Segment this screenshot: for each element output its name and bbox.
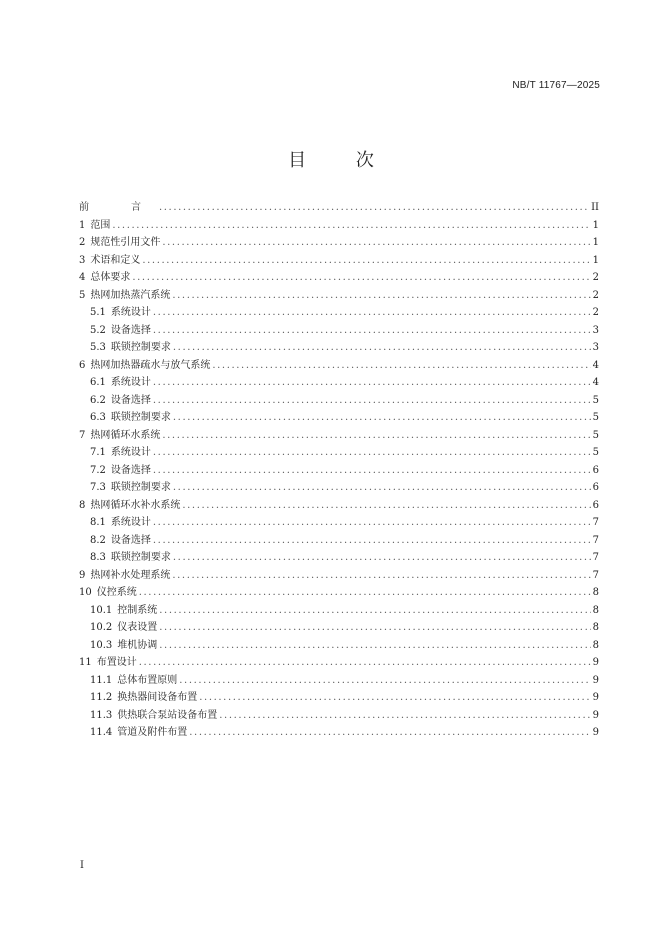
toc-entry-title: 系统设计 [110, 377, 151, 388]
table-of-contents [79, 199, 599, 742]
toc-entry[interactable] [79, 689, 599, 707]
toc-entry-title: 总体要求 [90, 272, 131, 283]
toc-entry[interactable] [79, 479, 599, 497]
toc-leader-dots [189, 724, 590, 742]
toc-entry-label [79, 357, 210, 375]
toc-entry-label [90, 514, 151, 532]
toc-leader-dots [153, 532, 591, 550]
toc-entry-number: 10.1 [90, 604, 113, 616]
toc-entry-page: 2 [592, 307, 599, 318]
toc-entry[interactable] [79, 497, 599, 515]
toc-entry-page: 5 [592, 394, 599, 406]
toc-entry-label [90, 444, 151, 462]
toc-entry[interactable] [79, 549, 599, 567]
toc-entry[interactable] [79, 199, 599, 217]
toc-entry-number: 6.1 [90, 377, 106, 388]
toc-entry-number: 8.2 [90, 534, 106, 546]
document-code: NB/T 11767—2025 [512, 80, 600, 91]
toc-entry-page: 7 [592, 569, 599, 581]
toc-leader-dots [173, 549, 591, 567]
toc-leader-dots [139, 584, 591, 602]
toc-entry-number: 6.3 [90, 412, 106, 423]
toc-entry-title: 堆机协调 [117, 639, 158, 651]
toc-entry-page: 8 [592, 622, 599, 633]
toc-entry-page: 1 [592, 219, 599, 231]
toc-entry-number: 4 [79, 272, 86, 283]
toc-entry-number: 7.2 [90, 464, 106, 476]
toc-entry-label [90, 322, 151, 340]
toc-entry-number: 5.3 [90, 342, 106, 353]
toc-entry-title: 控制系统 [117, 604, 158, 616]
toc-entry-title: 热网补水处理系统 [90, 569, 171, 581]
toc-entry-title: 系统设计 [110, 447, 151, 458]
toc-entry-number: 5.2 [90, 324, 106, 336]
toc-leader-dots [153, 322, 591, 340]
toc-entry-number: 11.4 [90, 727, 113, 738]
toc-leader-dots [153, 392, 591, 410]
toc-leader-dots [112, 217, 590, 235]
toc-entry-page: 9 [592, 692, 599, 703]
toc-entry-page: 6 [592, 464, 599, 476]
toc-leader-dots [153, 462, 591, 480]
toc-entry-title: 联锁控制要求 [110, 482, 171, 493]
toc-entry-number: 10 [79, 587, 92, 598]
toc-entry-number: 10.3 [90, 639, 113, 651]
toc-entry-page: 8 [592, 639, 599, 651]
toc-entry-page: 5 [592, 447, 599, 458]
toc-entry[interactable] [79, 532, 599, 550]
toc-entry-title: 设备选择 [110, 464, 151, 476]
toc-entry-number: 5.1 [90, 307, 106, 318]
toc-entry-page: 7 [592, 552, 599, 563]
toc-leader-dots [173, 479, 591, 497]
toc-entry-number: 2 [79, 237, 86, 248]
toc-entry-label [90, 549, 171, 567]
toc-entry[interactable] [79, 392, 599, 410]
toc-entry-page: 3 [592, 342, 599, 353]
toc-entry-title: 规范性引用文件 [90, 237, 161, 248]
toc-entry[interactable] [79, 427, 599, 445]
toc-entry-title: 联锁控制要求 [110, 342, 171, 353]
toc-entry-page: 9 [592, 709, 599, 721]
toc-leader-dots [199, 689, 590, 707]
toc-leader-dots [162, 234, 590, 252]
toc-entry-title: 换热器间设备布置 [117, 692, 198, 703]
toc-entry-title: 联锁控制要求 [110, 412, 171, 423]
toc-entry-title: 术语和定义 [90, 254, 141, 266]
toc-entry-page: 1 [592, 254, 599, 266]
toc-entry[interactable] [79, 374, 599, 392]
toc-entry-number: 5 [79, 289, 86, 301]
toc-leader-dots [219, 707, 590, 725]
toc-entry-number: 11.2 [90, 692, 113, 703]
toc-entry[interactable] [79, 269, 599, 287]
toc-entry-number: 10.2 [90, 622, 113, 633]
toc-entry-label [79, 567, 170, 585]
toc-entry-number: 11 [79, 657, 92, 668]
toc-entry-title: 布置设计 [96, 657, 137, 668]
toc-entry[interactable] [79, 637, 599, 655]
toc-entry-label [90, 672, 177, 690]
toc-entry-label [79, 287, 170, 305]
toc-entry-page: 4 [592, 359, 599, 371]
toc-entry-number: 8.3 [90, 552, 106, 563]
toc-leader-dots [153, 374, 591, 392]
toc-entry-number: 3 [79, 254, 86, 266]
toc-entry-label [79, 269, 130, 287]
toc-entry-title: 仪控系统 [96, 587, 137, 598]
toc-entry-title: 总体布置原则 [117, 674, 178, 686]
toc-entry[interactable] [79, 357, 599, 375]
toc-entry-title: 管道及附件布置 [117, 727, 188, 738]
toc-entry-number: 7.3 [90, 482, 106, 493]
toc-entry-page: 6 [592, 482, 599, 493]
toc-entry-label [90, 339, 171, 357]
toc-entry[interactable] [79, 514, 599, 532]
toc-entry-number: 1 [79, 219, 86, 231]
toc-entry-title: 设备选择 [110, 534, 151, 546]
toc-entry[interactable] [79, 654, 599, 672]
toc-entry-title: 系统设计 [110, 517, 151, 528]
toc-entry-title: 热网加热器疏水与放气系统 [90, 359, 211, 371]
toc-entry-number: 9 [79, 569, 86, 581]
toc-entry-page: 1 [592, 237, 599, 248]
toc-entry[interactable] [79, 672, 599, 690]
toc-entry-label [90, 532, 151, 550]
toc-entry-page: 2 [592, 272, 599, 283]
page-title [0, 146, 662, 172]
toc-leader-dots [179, 672, 590, 690]
toc-entry-title: 范围 [90, 219, 111, 231]
toc-entry[interactable] [79, 252, 599, 270]
toc-entry-label [79, 654, 137, 672]
toc-leader-dots [173, 409, 591, 427]
toc-leader-dots [153, 514, 591, 532]
toc-entry[interactable] [79, 234, 599, 252]
toc-leader-dots [159, 602, 590, 620]
toc-entry-label [90, 409, 171, 427]
toc-entry-number: 6 [79, 359, 86, 371]
toc-entry-label [79, 497, 180, 515]
toc-entry-page: 5 [592, 412, 599, 423]
toc-leader-dots [159, 619, 590, 637]
toc-entry-label [79, 199, 157, 217]
toc-entry[interactable] [79, 287, 599, 305]
toc-entry-title: 供热联合泵站设备布置 [117, 709, 218, 721]
toc-entry-title: 热网循环水补水系统 [90, 499, 181, 511]
toc-entry-title: 仪表设置 [117, 622, 158, 633]
toc-entry-label [90, 479, 171, 497]
title-char-1: 目 [288, 150, 307, 171]
toc-leader-dots [172, 567, 590, 585]
toc-entry-page: II [591, 202, 599, 213]
toc-entry-title: 设备选择 [110, 394, 151, 406]
toc-entry-page: 7 [592, 534, 599, 546]
toc-entry-number: 11.1 [90, 674, 113, 686]
toc-leader-dots [153, 304, 591, 322]
toc-entry[interactable] [79, 304, 599, 322]
toc-entry[interactable] [79, 322, 599, 340]
toc-entry-page: 9 [592, 657, 599, 668]
toc-entry[interactable] [79, 339, 599, 357]
toc-entry-page: 8 [592, 587, 599, 598]
toc-entry[interactable] [79, 619, 599, 637]
toc-entry-label [79, 217, 110, 235]
toc-entry[interactable] [79, 584, 599, 602]
toc-leader-dots [153, 444, 591, 462]
toc-entry-label [90, 637, 157, 655]
toc-entry[interactable] [79, 217, 599, 235]
toc-entry-page: 5 [592, 429, 599, 441]
toc-entry-label [79, 252, 140, 270]
toc-entry-page: 7 [592, 517, 599, 528]
toc-entry-label [79, 427, 160, 445]
toc-leader-dots [212, 357, 590, 375]
toc-entry-label [90, 724, 187, 742]
toc-entry[interactable] [79, 462, 599, 480]
toc-entry-page: 9 [592, 674, 599, 686]
toc-entry-title: 热网加热蒸汽系统 [90, 289, 171, 301]
toc-entry-label [90, 304, 151, 322]
toc-entry-number: 11.3 [90, 709, 113, 721]
toc-entry-number: 6.2 [90, 394, 106, 406]
toc-entry-page: 6 [592, 499, 599, 511]
toc-entry-title: 系统设计 [110, 307, 151, 318]
toc-entry-page: 9 [592, 727, 599, 738]
toc-entry-label [90, 374, 151, 392]
toc-leader-dots [173, 339, 591, 357]
toc-entry[interactable] [79, 724, 599, 742]
toc-entry-label [90, 619, 157, 637]
toc-leader-dots [162, 427, 590, 445]
toc-entry-label [90, 392, 151, 410]
toc-entry-title: 设备选择 [110, 324, 151, 336]
page-number: I [80, 860, 84, 871]
toc-entry-number: 8 [79, 499, 86, 511]
toc-entry[interactable] [79, 567, 599, 585]
toc-leader-dots [142, 252, 590, 270]
toc-entry-label [90, 602, 157, 620]
toc-leader-dots [132, 269, 590, 287]
toc-entry-page: 8 [592, 604, 599, 616]
toc-entry-title: 联锁控制要求 [110, 552, 171, 563]
toc-leader-dots [159, 199, 589, 217]
toc-entry-number: 7.1 [90, 447, 106, 458]
toc-entry-label [79, 584, 137, 602]
toc-leader-dots [182, 497, 590, 515]
title-char-2: 次 [355, 150, 374, 171]
toc-entry-label [90, 462, 151, 480]
toc-entry-label [90, 707, 217, 725]
toc-entry-title: 前 言 [79, 202, 157, 213]
toc-entry[interactable] [79, 444, 599, 462]
toc-entry[interactable] [79, 409, 599, 427]
toc-leader-dots [139, 654, 591, 672]
toc-entry-label [79, 234, 160, 252]
toc-entry-number: 8.1 [90, 517, 106, 528]
toc-entry-page: 2 [592, 289, 599, 301]
toc-leader-dots [159, 637, 590, 655]
toc-entry-title: 热网循环水系统 [90, 429, 161, 441]
toc-entry[interactable] [79, 707, 599, 725]
toc-entry-page: 4 [592, 377, 599, 388]
toc-entry[interactable] [79, 602, 599, 620]
toc-entry-page: 3 [592, 324, 599, 336]
toc-leader-dots [172, 287, 590, 305]
toc-entry-label [90, 689, 197, 707]
toc-entry-number: 7 [79, 429, 86, 441]
